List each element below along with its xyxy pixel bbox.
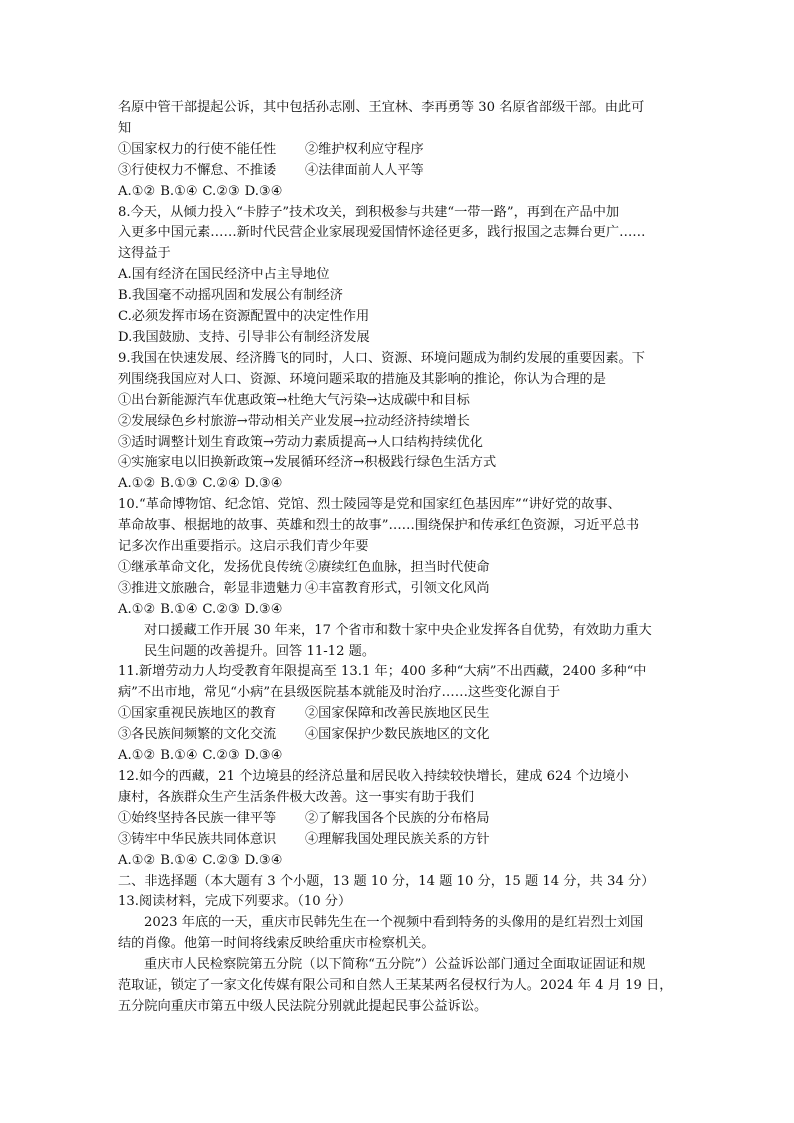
q12-stem-line-2: 康村，各族群众生产生活条件极大改善。这一事实有助于我们 — [118, 789, 475, 805]
q13-paragraph-2-line-2: 范取证，锁定了一家文化传媒有限公司和自然人王某某两名侵权行为人。2024 年 4 月 19 日， — [118, 978, 673, 994]
q10-choice-a[interactable]: A.①② — [118, 601, 156, 617]
q7-choice-b[interactable]: B.①④ — [160, 183, 198, 199]
q7-option-4: ④法律面前人人平等 — [305, 162, 424, 178]
q9-option-3: ③适时调整计划生育政策→劳动力素质提高→人口结构持续优化 — [118, 434, 483, 450]
q11-options-row-2 — [118, 725, 678, 746]
q9-choice-c[interactable]: C.②④ — [202, 476, 240, 492]
q7-choices — [118, 182, 678, 203]
q11-choice-c[interactable]: C.②③ — [202, 748, 240, 764]
q8-choice-c[interactable]: C.必须发挥市场在资源配置中的决定性作用 — [118, 309, 370, 325]
q13-paragraph-1-line-2: 结的肖像。他第一时间将线索反映给重庆市检察机关。 — [118, 936, 435, 952]
q7-choice-c[interactable]: C.②③ — [202, 183, 240, 199]
q9-choice-a[interactable]: A.①② — [118, 476, 156, 492]
material-line-2: 民生问题的改善提升。回答 11-12 题。 — [144, 643, 376, 659]
q12-option-4: ④理解我国处理民族关系的方针 — [305, 831, 490, 847]
q7-choice-d[interactable]: D.③④ — [244, 183, 283, 199]
q12-choice-c[interactable]: C.②③ — [202, 852, 240, 868]
q11-choice-d[interactable]: D.③④ — [244, 748, 283, 764]
q7-option-2: ②维护权利应守程序 — [305, 141, 424, 157]
q12-choice-a[interactable]: A.①② — [118, 852, 156, 868]
q8-stem-line-2: 入更多中国元素……新时代民营企业家展现爱国情怀途径更多，践行报国之志舞台更广…… — [118, 225, 646, 241]
q9-stem-line-1: 9.我国在快速发展、经济腾飞的同时，人口、资源、环境问题成为制约发展的重要因素。下 — [118, 350, 645, 366]
q9-choice-b[interactable]: B.①③ — [160, 476, 198, 492]
q12-options-row-2 — [118, 830, 678, 851]
q10-option-4: ④丰富教育形式，引领文化风尚 — [305, 580, 490, 596]
q7-options-row-2 — [118, 161, 678, 182]
q8-stem-line-3: 这得益于 — [118, 246, 171, 262]
q10-option-1: ①继承革命文化，发扬优良传统 — [118, 559, 303, 575]
q12-choice-d[interactable]: D.③④ — [244, 852, 283, 868]
q9-choices — [118, 474, 678, 495]
q12-option-1: ①始终坚持各民族一律平等 — [118, 810, 277, 826]
q12-option-3: ③铸牢中华民族共同体意识 — [118, 831, 277, 847]
q11-choice-b[interactable]: B.①④ — [160, 748, 198, 764]
q12-choice-b[interactable]: B.①④ — [160, 852, 198, 868]
q11-stem-line-1: 11.新增劳动力人均受教育年限提高至 13.1 年；400 多种“大病”不出西藏，2400 多种“中 — [118, 664, 647, 680]
q10-choice-c[interactable]: C.②③ — [202, 601, 240, 617]
q11-option-2: ②国家保障和改善民族地区民生 — [305, 706, 490, 722]
q11-stem-line-2: 病”不出市地，常见“小病”在县级医院基本就能及时治疗……这些变化源自于 — [118, 685, 561, 701]
q8-choice-a[interactable]: A.国有经济在国民经济中占主导地位 — [118, 267, 330, 283]
q9-choice-d[interactable]: D.③④ — [244, 476, 283, 492]
section-heading: 二、非选择题（本大题有 3 个小题，13 题 10 分，14 题 10 分，15 题 14 分，共 34 分） — [118, 873, 655, 889]
q7-options-row-1 — [118, 140, 678, 161]
q7-option-1: ①国家权力的行使不能任性 — [118, 141, 277, 157]
q13-stem: 13.阅读材料，完成下列要求。（10 分） — [118, 894, 352, 910]
q7-choice-a[interactable]: A.①② — [118, 183, 156, 199]
q10-choice-b[interactable]: B.①④ — [160, 601, 198, 617]
q9-option-4: ④实施家电以旧换新政策→发展循环经济→积极践行绿色生活方式 — [118, 455, 497, 471]
q12-options-row-1 — [118, 809, 678, 830]
q13-paragraph-2-line-3: 五分院向重庆市第五中级人民法院分别就此提起民事公益诉讼。 — [118, 998, 488, 1014]
q11-choice-a[interactable]: A.①② — [118, 748, 156, 764]
q10-stem-line-3: 记多次作出重要指示。这启示我们青少年要 — [118, 539, 369, 555]
q7-stem-line-1: 名原中管干部提起公诉，其中包括孙志刚、王宜林、李再勇等 30 名原省部级干部。由此可 — [118, 100, 645, 115]
q10-options-row-2 — [118, 579, 678, 600]
q11-options-row-1 — [118, 704, 678, 725]
q8-stem-line-1: 8.今天，从倾力投入“卡脖子”技术攻关，到积极参与共建“一带一路”，再到在产品中加 — [118, 204, 620, 220]
q10-choice-d[interactable]: D.③④ — [244, 601, 283, 617]
q12-stem-line-1: 12.如今的西藏，21 个边境县的经济总量和居民收入持续较快增长，建成 624 个边境小 — [118, 769, 629, 784]
q10-option-2: ②赓续红色血脉，担当时代使命 — [305, 559, 490, 575]
q10-stem-line-1: 10.“革命博物馆、纪念馆、党馆、烈士陵园等是党和国家红色基因库”“讲好党的故事、 — [118, 497, 621, 513]
q10-stem-line-2: 革命故事、根据地的故事、英雄和烈士的故事”……围绕保护和传承红色资源，习近平总书 — [118, 518, 640, 534]
q11-option-1: ①国家重视民族地区的教育 — [118, 706, 277, 722]
exam-page — [118, 98, 678, 1018]
q10-choices — [118, 600, 678, 621]
q11-option-4: ④国家保护少数民族地区的文化 — [305, 727, 490, 743]
material-line-1: 对口援藏工作开展 30 年来，17 个省市和数十家中央企业发挥各自优势，有效助力重大 — [144, 622, 652, 638]
q12-option-2: ②了解我国各个民族的分布格局 — [305, 810, 490, 826]
q7-stem-line-2: 知 — [118, 120, 132, 136]
q12-choices — [118, 851, 678, 872]
q10-option-3: ③推进文旅融合，彰显非遗魅力 — [118, 580, 303, 596]
q11-option-3: ③各民族间频繁的文化交流 — [118, 727, 277, 743]
q9-stem-line-2: 列围绕我国应对人口、资源、环境问题采取的措施及其影响的推论，你认为合理的是 — [118, 371, 606, 387]
q8-choice-b[interactable]: B.我国毫不动摇巩固和发展公有制经济 — [118, 288, 343, 304]
q10-options-row-1 — [118, 558, 678, 579]
q13-paragraph-2-line-1: 重庆市人民检察院第五分院（以下简称“五分院”）公益诉讼部门通过全面取证固证和规 — [144, 957, 646, 973]
q13-paragraph-1-line-1: 2023 年底的一天，重庆市民韩先生在一个视频中看到特务的头像用的是红岩烈士刘国 — [144, 915, 644, 931]
q7-option-3: ③行使权力不懈怠、不推诿 — [118, 162, 277, 178]
q9-option-1: ①出台新能源汽车优惠政策→杜绝大气污染→达成碳中和目标 — [118, 392, 470, 408]
q8-choice-d[interactable]: D.我国鼓励、支持、引导非公有制经济发展 — [118, 329, 370, 345]
q9-option-2: ②发展绿色乡村旅游→带动相关产业发展→拉动经济持续增长 — [118, 413, 470, 429]
q11-choices — [118, 746, 678, 767]
